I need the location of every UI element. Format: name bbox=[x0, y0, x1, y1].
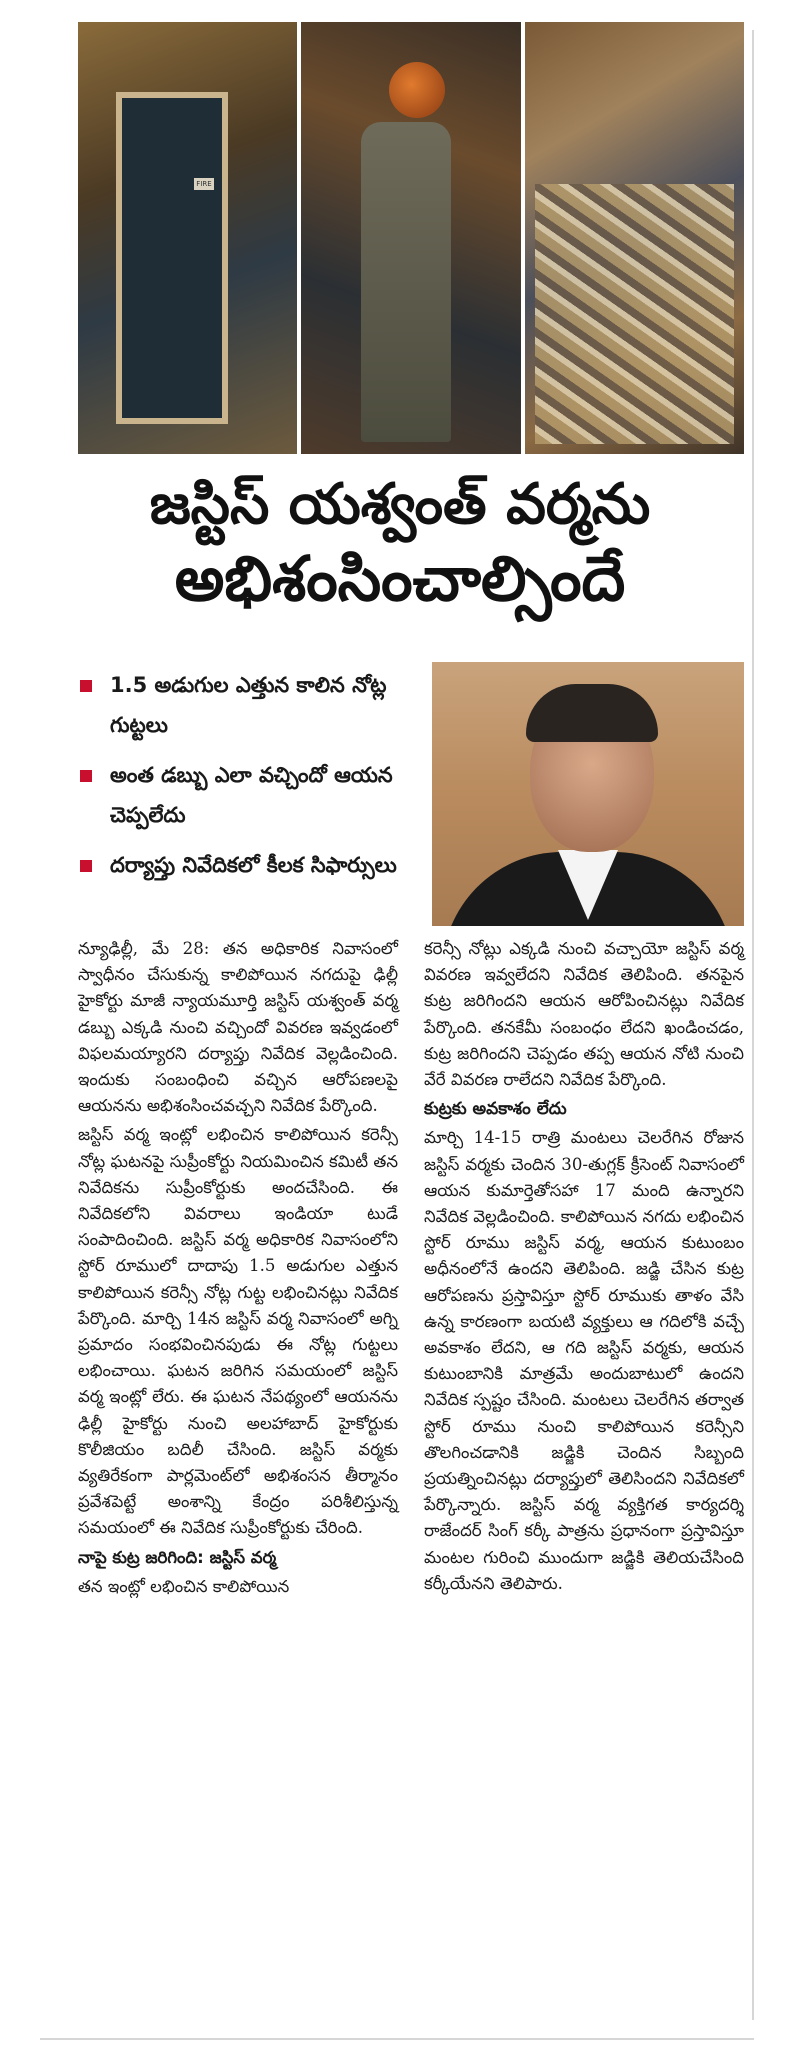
burnt-door-photo bbox=[78, 22, 297, 454]
firefighter-body bbox=[361, 122, 451, 442]
page-border-bottom bbox=[40, 2038, 754, 2040]
article-column-right bbox=[424, 936, 744, 1600]
cash-pile bbox=[535, 184, 734, 444]
portrait-hair bbox=[526, 684, 658, 742]
article-paragraph: తన ఇంట్లో లభించిన కాలిపోయిన bbox=[78, 1576, 290, 1596]
burnt-cash-photo bbox=[525, 22, 744, 454]
highlight-text: దర్యాప్తు నివేదికలో కీలక సిఫార్సులు bbox=[110, 852, 397, 877]
highlight-text: అంత డబ్బు ఎలా వచ్చిందో ఆయన చెప్పలేదు bbox=[110, 762, 393, 827]
article-paragraph: కరెన్సీ నోట్లు ఎక్కడి నుంచి వచ్చాయో జస్టిస్ వర్మ వివరణ ఇవ్వలేదని నివేదిక తెలిపింది. తనపైన కుట్ర జరిగిందని ఆయన ఆరోపించినట్లు నివేదిక పేర్కొంది. తనకేమీ సంబంధం లేదని ఖండించడం, కుట్ర జరిగిందని చెప్పడం తప్ప ఆయన నోటి నుంచి వేరే వివరణ రాలేదని నివేదిక పేర్కొంది. bbox=[424, 939, 744, 1090]
page-border-right bbox=[752, 30, 754, 2020]
section-subhead: కుట్రకు అవకాశం లేదు bbox=[424, 1099, 567, 1120]
highlight-item bbox=[78, 666, 418, 746]
article-paragraph: జస్టిస్ వర్మ ఇంట్లో లభించిన కాలిపోయిన కరెన్సీ నోట్ల ఘటనపై సుప్రీంకోర్టు నియమించిన కమిటీ తన నివేదికను సుప్రీంకోర్టుకు అందచేసింది. ఈ నివేదికలోని వివరాలు ఇండియా టుడే సంపాదించింది. జస్టిస్ వర్మ అధికారిక నివాసంలోని స్టోర్ రూములో దాదాపు 1.5 అడుగుల ఎత్తున కాలిపోయిన కరెన్సీ నోట్ల గుట్ట లభించినట్లు నివేదిక పేర్కొంది. మార్చి 14న జస్టిస్ వర్మ నివాసంలో అగ్ని ప్రమాదం సంభవించినపుడు ఈ నోట్ల గుట్టలు లభించాయి. ఘటన జరిగిన సమయంలో జస్టిస్ వర్మ ఇంట్లో లేరు. ఈ ఘటన నేపథ్యంలో ఆయనను ఢిల్లీ హైకోర్టు నుంచి అలహాబాద్ హైకోర్టుకు కొలీజియం బదిలీ చేసింది. జస్టిస్ వర్మకు వ్యతిరేకంగా పార్లమెంట్‌లో అభిశంసన తీర్మానం ప్రవేశపెట్టే అంశాన్ని కేంద్రం పరిశీలిస్తున్న సమయంలో ఈ నివేదిక సుప్రీంకోర్టుకు చేరింది. bbox=[78, 1125, 398, 1538]
firefighter-helmet bbox=[389, 62, 445, 118]
door-sign: FIRE bbox=[194, 178, 214, 190]
bullet-square-icon bbox=[80, 680, 92, 692]
article-paragraph: మార్చి 14-15 రాత్రి మంటలు చెలరేగిన రోజున జస్టిస్ వర్మకు చెందిన 30-తుగ్లక్ క్రీసెంట్ నివాసంలో ఆయన కుమార్తెతోసహా 17 మంది ఉన్నారని నివేదిక వెల్లడించింది. కాలిపోయిన నగదు లభించిన స్టోర్ రూము జస్టిస్ వర్మ, ఆయన కుటుంబం అధీనంలోనే ఉందని తెలిపింది. జడ్జి చేసిన కుట్ర ఆరోపణను ప్రస్తావిస్తూ స్టోర్ రూముకు తాళం వేసి ఉన్న కారణంగా బయటి వ్యక్తులు ఆ గదిలోకి వచ్చే అవకాశం లేదని, ఆ గది జస్టిస్ వర్మకు, ఆయన కుటుంబానికి మాత్రమే అందుబాటులో ఉందని నివేదిక స్పష్టం చేసింది. మంటలు చెలరేగిన తర్వాత స్టోర్ రూము నుంచి కాలిపోయిన కరెన్సీని తొలగించడానికి జడ్జికి చెందిన సిబ్బంది ప్రయత్నించినట్లు దర్యాప్తులో తెలిసిందని నివేదికలో పేర్కొన్నారు. జస్టిస్ వర్మ వ్యక్తిగత కార్యదర్శి రాజేందర్ సింగ్ కర్కీ పాత్రను ప్రధానంగా ప్రస్తావిస్తూ మంటల గురించి ముందుగా జడ్జికి తెలియచేసింది కర్కీయేనని తెలిపారు. bbox=[424, 1128, 744, 1593]
highlight-item bbox=[78, 846, 418, 886]
headline-line-1: జస్టిస్ యశ్వంత్ వర్మను bbox=[149, 472, 651, 537]
bullet-square-icon bbox=[80, 860, 92, 872]
bullet-square-icon bbox=[80, 770, 92, 782]
highlight-text: 1.5 అడుగుల ఎత్తున కాలిన నోట్ల గుట్టలు bbox=[110, 673, 387, 737]
judge-portrait bbox=[432, 662, 744, 926]
highlight-item bbox=[78, 756, 418, 836]
photo-strip bbox=[78, 22, 744, 454]
door-shape bbox=[116, 92, 228, 424]
headline-line-2: అభిశంసించాల్సిందే bbox=[174, 542, 626, 615]
quote-subhead: నాపై కుట్ర జరిగింది: జస్టిస్ వర్మ bbox=[78, 1547, 277, 1567]
headline bbox=[50, 470, 750, 618]
firefighter-photo bbox=[301, 22, 520, 454]
article-column-left bbox=[78, 936, 398, 1603]
highlights-list bbox=[78, 666, 418, 895]
article-paragraph: న్యూఢిల్లీ, మే 28: తన అధికారిక నివాసంలో స్వాధీనం చేసుకున్న కాలిపోయిన నగదుపై ఢిల్లీ హైకోర్టు మాజీ న్యాయమూర్తి జస్టిస్ యశ్వంత్ వర్మ డబ్బు ఎక్కడి నుంచి వచ్చిందో వివరణ ఇవ్వడంలో విఫలమయ్యారని దర్యాప్తు నివేదిక వెల్లడించింది. ఇందుకు సంబంధించి వచ్చిన ఆరోపణలపై ఆయనను అభిశంసించవచ్చని నివేదిక పేర్కొంది. bbox=[78, 939, 398, 1116]
